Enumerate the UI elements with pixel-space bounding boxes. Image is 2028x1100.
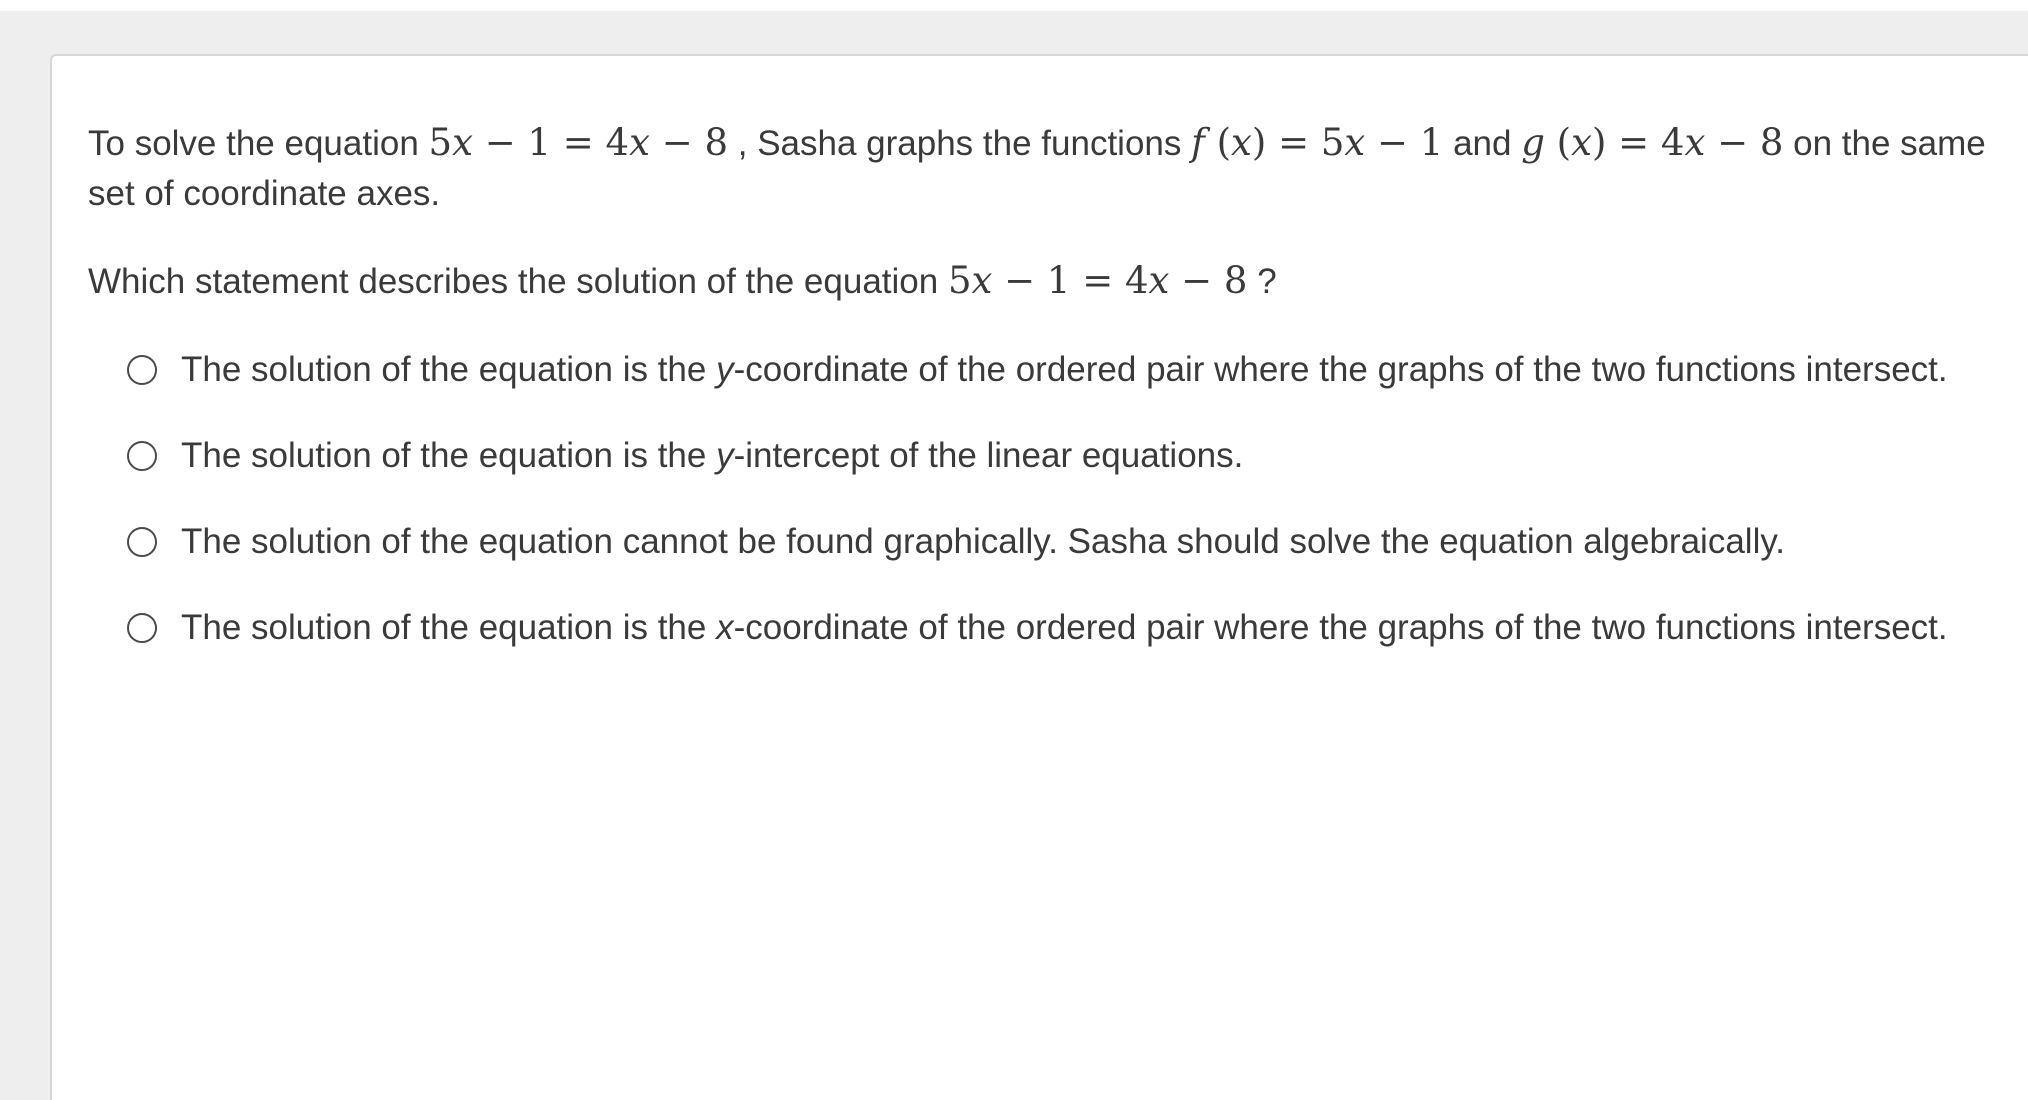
answer-option-4[interactable] <box>88 603 1988 653</box>
f-arg: x <box>1231 121 1252 164</box>
f-open: ( <box>1204 121 1232 164</box>
question-prompt <box>88 256 1988 307</box>
q-eq-coef: 5 <box>947 259 972 302</box>
g-var: x <box>1684 121 1706 164</box>
g-open: ( <box>1544 121 1572 164</box>
f-rest-b: − 1 <box>1365 121 1444 164</box>
option-3-pre: The solution of the equation cannot be found graphically. Sasha should solve the equation algebraically. <box>181 522 1785 561</box>
intro-text-2: , Sasha graphs the functions <box>728 124 1192 163</box>
problem-statement <box>88 118 1988 219</box>
option-2-pre: The solution of the equation is the <box>181 436 717 475</box>
question-text: Which statement describes the solution of the equation <box>88 262 948 301</box>
eq-mid: − 1 = 4 <box>472 121 630 164</box>
option-4-var: x <box>716 608 734 647</box>
eq-var: x <box>452 121 473 164</box>
answer-option-2[interactable] <box>88 431 1988 481</box>
option-1-post: -coordinate of the ordered pair where the graphs of the two functions intersect. <box>733 350 1948 389</box>
eq-end: − 8 <box>649 121 729 164</box>
g-rest-b: − 8 <box>1705 121 1784 164</box>
intro-text-3: and <box>1443 124 1522 163</box>
option-2-post: -intercept of the linear equations. <box>733 436 1244 475</box>
g-rest-a: ) = 4 <box>1591 121 1685 164</box>
radio-button-icon[interactable] <box>127 355 157 385</box>
function-f <box>1191 121 1443 164</box>
option-4-post: -coordinate of the ordered pair where the graphs of the two functions intersect. <box>733 608 1948 647</box>
q-eq-var: x <box>971 259 993 302</box>
option-1-pre: The solution of the equation is the <box>181 350 717 389</box>
answer-option-3[interactable] <box>88 517 1988 567</box>
function-g <box>1521 121 1783 164</box>
g-name: g <box>1521 121 1545 164</box>
radio-button-icon[interactable] <box>127 613 157 643</box>
eq-coef: 5 <box>428 121 453 164</box>
option-2-var: y <box>716 436 734 475</box>
equation-inline <box>429 121 729 164</box>
q-eq-end: − 8 <box>1169 259 1248 302</box>
f-name: f <box>1191 121 1205 164</box>
intro-text-4: on the same set of coordinate axes. <box>88 124 1986 213</box>
intro-text-1: To solve the equation <box>88 124 429 163</box>
option-1-var: y <box>716 350 734 389</box>
answer-option-1-label[interactable] <box>181 345 1981 395</box>
option-4-pre: The solution of the equation is the <box>181 608 717 647</box>
top-strip <box>0 0 2028 11</box>
radio-button-icon[interactable] <box>127 441 157 471</box>
f-var: x <box>1344 121 1366 164</box>
question-equation <box>948 259 1248 302</box>
question-content <box>88 118 1988 689</box>
f-rest-a: ) = 5 <box>1251 121 1345 164</box>
g-arg: x <box>1571 121 1592 164</box>
answer-options <box>88 345 1988 653</box>
q-eq-mid: − 1 = 4 <box>992 259 1149 302</box>
question-mark: ? <box>1247 262 1277 301</box>
q-eq-var-2: x <box>1148 259 1170 302</box>
answer-option-1[interactable] <box>88 345 1988 395</box>
answer-option-3-label[interactable] <box>181 517 1981 567</box>
answer-option-2-label[interactable] <box>181 431 1981 481</box>
eq-var-2: x <box>629 121 650 164</box>
radio-button-icon[interactable] <box>127 527 157 557</box>
answer-option-4-label[interactable] <box>181 603 1981 653</box>
